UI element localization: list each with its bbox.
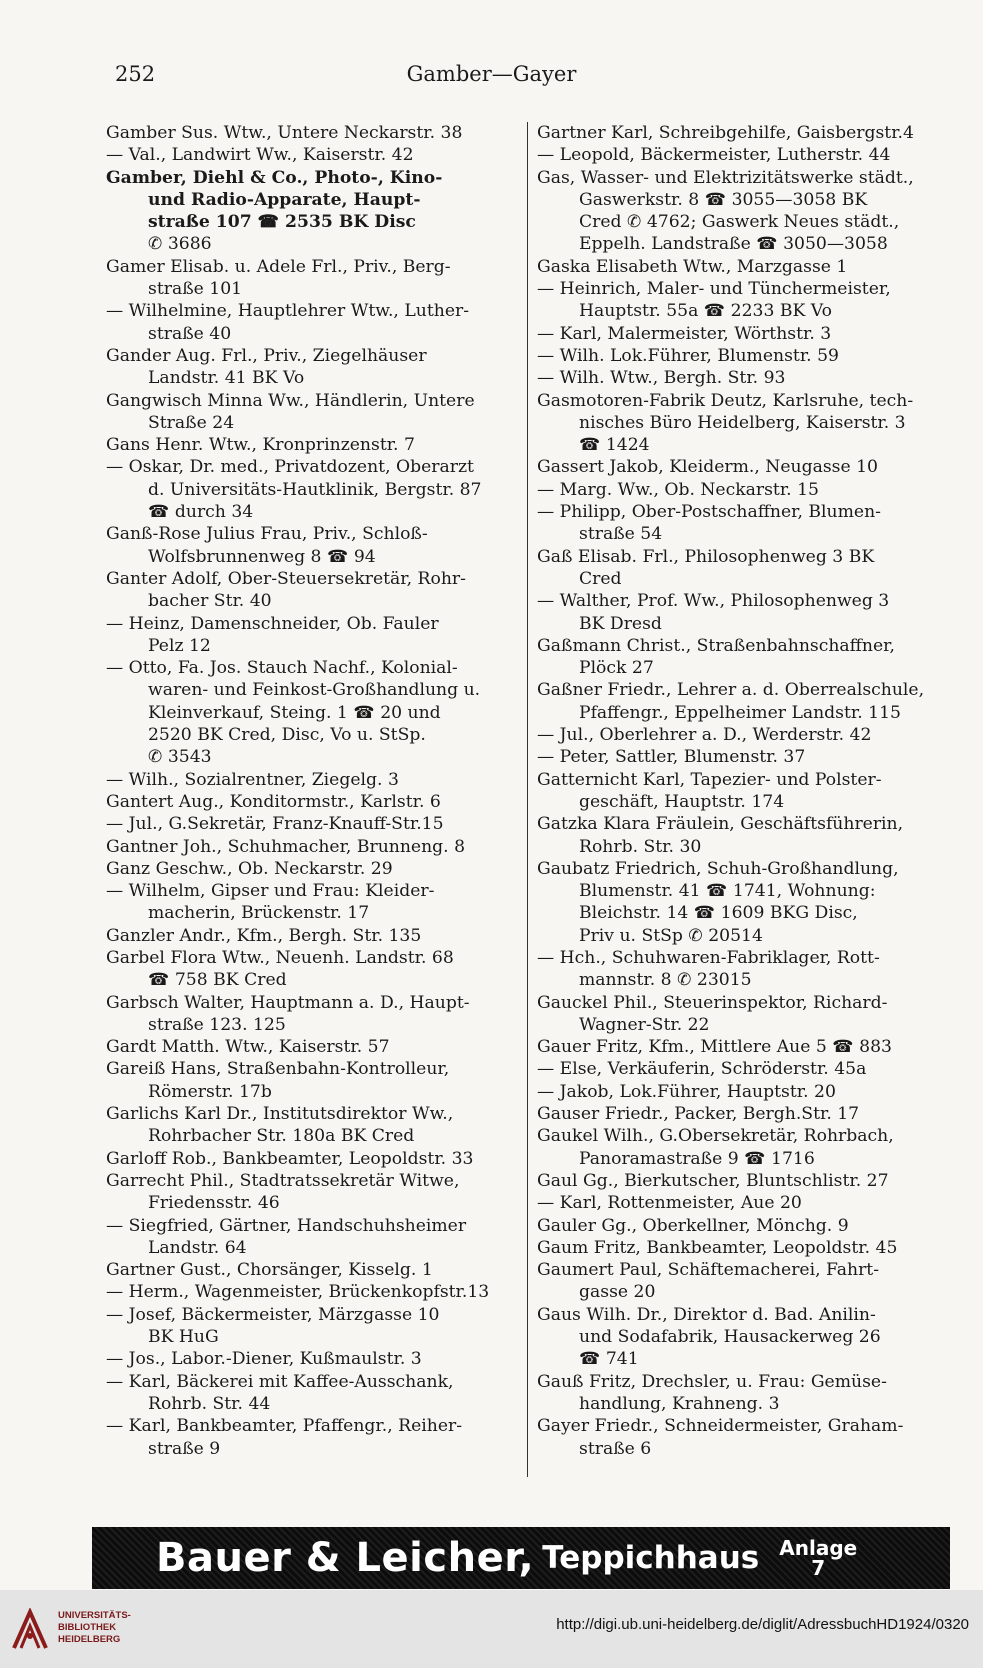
directory-entry-line: 2520 BK Cred, Disc, Vo u. StSp.	[148, 725, 426, 746]
directory-entry-line: geschäft, Hauptstr. 174	[579, 791, 785, 812]
directory-entry-line: Rohrb. Str. 44	[148, 1393, 271, 1414]
directory-entry-line: Gantner Joh., Schuhmacher, Brunneng. 8	[106, 836, 466, 857]
directory-entry-line: ☎ 741	[579, 1349, 639, 1370]
directory-entry-line: Pelz 12	[148, 635, 211, 656]
directory-entry-line: Garbsch Walter, Hauptmann a. D., Haupt-	[106, 992, 470, 1013]
directory-entry-line: — Jul., G.Sekretär, Franz-Knauff-Str.15	[106, 814, 444, 835]
directory-entry-line: — Wilh. Wtw., Bergh. Str. 93	[537, 368, 786, 389]
directory-entry-line: — Jos., Labor.-Diener, Kußmaulstr. 3	[106, 1349, 422, 1370]
directory-entry-line: — Leopold, Bäckermeister, Lutherstr. 44	[537, 145, 891, 166]
directory-entry-line: straße 9	[148, 1438, 221, 1459]
directory-entry-line: Blumenstr. 41 ☎ 1741, Wohnung:	[579, 881, 876, 902]
directory-entry-line: Gaubatz Friedrich, Schuh-Großhandlung,	[537, 858, 899, 879]
directory-entry-line: Garrecht Phil., Stadtratssekretär Witwe,	[106, 1170, 460, 1191]
directory-entry-line: Gauckel Phil., Steuerinspektor, Richard-	[537, 992, 888, 1013]
directory-entry-line: Gaßner Friedr., Lehrer a. d. Oberrealschule,	[537, 680, 925, 701]
directory-entry-line: — Val., Landwirt Ww., Kaiserstr. 42	[106, 145, 414, 166]
directory-entry-line: — Wilhelmine, Hauptlehrer Wtw., Luther-	[106, 301, 470, 322]
directory-entry-line: Gantert Aug., Konditormstr., Karlstr. 6	[106, 791, 441, 812]
directory-entry-line: Gamber, Diehl & Co., Photo-, Kino-	[106, 167, 443, 188]
directory-entry-line: gasse 20	[579, 1282, 656, 1303]
directory-entry-line: Ganß-Rose Julius Frau, Priv., Schloß-	[106, 524, 428, 545]
directory-entry-line: — Karl, Malermeister, Wörthstr. 3	[537, 323, 832, 344]
directory-entry-line: BK Dresd	[579, 613, 662, 634]
directory-entry-line: Eppelh. Landstraße ☎ 3050—3058	[579, 234, 888, 255]
running-head: Gamber—Gayer	[406, 62, 577, 86]
directory-entry-line: macherin, Brückenstr. 17	[148, 903, 370, 924]
directory-entry-line: Gaumert Paul, Schäftemacherei, Fahrt-	[537, 1260, 880, 1281]
directory-entry-line: Friedensstr. 46	[148, 1193, 280, 1214]
library-name-line1: UNIVERSITÄTS-	[58, 1610, 131, 1621]
directory-entry-line: ☎ durch 34	[148, 502, 254, 523]
directory-entry-line: Gauß Fritz, Drechsler, u. Frau: Gemüse-	[537, 1371, 887, 1392]
directory-entry-line: mannstr. 8 ✆ 23015	[579, 970, 752, 991]
directory-entry-line: ☎ 1424	[579, 435, 650, 456]
directory-entry-line: BK HuG	[148, 1327, 219, 1348]
directory-entry-line: ✆ 3686	[148, 234, 212, 255]
directory-entry-line: Priv u. StSp ✆ 20514	[579, 925, 763, 946]
directory-entry-line: Panoramastraße 9 ☎ 1716	[579, 1148, 815, 1169]
directory-entry-line: Gaum Fritz, Bankbeamter, Leopoldstr. 45	[537, 1237, 898, 1258]
ad-address-line1: Anlage	[779, 1536, 858, 1560]
directory-entry-line: — Herm., Wagenmeister, Brückenkopfstr.13	[106, 1282, 490, 1303]
ad-company-name: Bauer & Leicher,	[156, 1535, 535, 1581]
directory-entry-line: Gartner Gust., Chorsänger, Kisselg. 1	[106, 1260, 433, 1281]
directory-entry-line: — Jakob, Lok.Führer, Hauptstr. 20	[537, 1081, 836, 1102]
directory-entry-line: Gas, Wasser- und Elektrizitätswerke städt.,	[537, 167, 914, 188]
directory-entry-line: Wagner-Str. 22	[579, 1014, 710, 1035]
directory-entry-line: Gander Aug. Frl., Priv., Ziegelhäuser	[106, 345, 427, 366]
directory-entry-line: Hauptstr. 55a ☎ 2233 BK Vo	[579, 301, 832, 322]
directory-entry-line: ✆ 3543	[148, 747, 212, 768]
directory-entry-line: Plöck 27	[579, 658, 654, 679]
directory-entry-line: — Josef, Bäckermeister, Märzgasse 10	[106, 1304, 440, 1325]
directory-entry-line: Gaul Gg., Bierkutscher, Bluntschlistr. 27	[537, 1170, 889, 1191]
directory-entry-line: Gatternicht Karl, Tapezier- und Polster-	[537, 769, 882, 790]
ad-address-line2: 7	[811, 1556, 826, 1580]
directory-entry-line: Pfaffengr., Eppelheimer Landstr. 115	[579, 702, 901, 723]
page-header	[0, 62, 983, 92]
left-column	[106, 122, 519, 1482]
directory-entry-line: — Jul., Oberlehrer a. D., Werderstr. 42	[537, 725, 872, 746]
library-name-line2: BIBLIOTHEK	[58, 1622, 117, 1633]
directory-entry-line: Cred	[579, 568, 622, 589]
directory-entry-line: — Siegfried, Gärtner, Handschuhsheimer	[106, 1215, 467, 1236]
directory-entry-line: — Philipp, Ober-Postschaffner, Blumen-	[537, 502, 881, 523]
directory-entry-line: Gauer Fritz, Kfm., Mittlere Aue 5 ☎ 883	[537, 1037, 892, 1058]
directory-entry-line: Gamber Sus. Wtw., Untere Neckarstr. 38	[106, 123, 463, 143]
directory-entry-line: Gaus Wilh. Dr., Direktor d. Bad. Anilin-	[537, 1304, 876, 1325]
directory-entry-line: Bleichstr. 14 ☎ 1609 BKG Disc,	[579, 903, 858, 924]
directory-entry-line: straße 54	[579, 524, 663, 545]
directory-entry-line: — Wilhelm, Gipser und Frau: Kleider-	[106, 881, 435, 902]
library-name-line3: HEIDELBERG	[58, 1634, 121, 1645]
directory-entry-line: Gauser Friedr., Packer, Bergh.Str. 17	[537, 1104, 860, 1125]
directory-entry-line: Kleinverkauf, Steing. 1 ☎ 20 und	[148, 702, 441, 723]
directory-entry-line: Rohrb. Str. 30	[579, 836, 702, 857]
directory-entry-line: — Heinrich, Maler- und Tünchermeister,	[537, 279, 891, 300]
directory-entry-line: Gayer Friedr., Schneidermeister, Graham-	[537, 1416, 904, 1437]
directory-entry-line: Garlichs Karl Dr., Institutsdirektor Ww.,	[106, 1104, 454, 1125]
source-url-link[interactable]: http://digi.ub.uni-heidelberg.de/diglit/AdressbuchHD1924/0320	[556, 1616, 969, 1633]
directory-entry-line: waren- und Feinkost-Großhandlung u.	[148, 680, 481, 701]
directory-entry-line: Straße 24	[148, 412, 235, 433]
directory-entry-line: handlung, Krahneng. 3	[579, 1393, 780, 1414]
directory-entry-line: — Oskar, Dr. med., Privatdozent, Oberarzt	[106, 457, 474, 478]
directory-entry-line: Garbel Flora Wtw., Neuenh. Landstr. 68	[106, 947, 454, 968]
directory-entry-line: — Karl, Bäckerei mit Kaffee-Ausschank,	[106, 1371, 454, 1392]
directory-entry-line: Gangwisch Minna Ww., Händlerin, Untere	[106, 390, 475, 411]
directory-entry-line: bacher Str. 40	[148, 591, 272, 612]
directory-entry-line: und Sodafabrik, Hausackerweg 26	[579, 1327, 881, 1348]
directory-entry-line: Gassert Jakob, Kleiderm., Neugasse 10	[537, 457, 878, 478]
page-number: 252	[115, 62, 156, 86]
directory-entry-line: Gaß Elisab. Frl., Philosophenweg 3 BK	[537, 546, 875, 567]
library-name	[58, 1610, 131, 1646]
directory-entry-line: straße 101	[148, 279, 243, 300]
directory-entry-line: ☎ 758 BK Cred	[148, 970, 287, 991]
viewer-footer	[0, 1590, 983, 1668]
directory-entry-line: straße 40	[148, 323, 232, 344]
directory-entry-line: Rohrbacher Str. 180a BK Cred	[148, 1126, 415, 1147]
directory-entry-line: — Walther, Prof. Ww., Philosophenweg 3	[537, 591, 890, 612]
directory-entry-line: Gaswerkstr. 8 ☎ 3055—3058 BK	[579, 189, 868, 210]
directory-entry-line: — Karl, Rottenmeister, Aue 20	[537, 1193, 802, 1214]
directory-entry-line: — Otto, Fa. Jos. Stauch Nachf., Kolonial-	[106, 658, 458, 679]
directory-entry-line: — Peter, Sattler, Blumenstr. 37	[537, 747, 806, 768]
directory-entry-line: Gasmotoren-Fabrik Deutz, Karlsruhe, tech-	[537, 390, 914, 411]
directory-entry-line: d. Universitäts-Hautklinik, Bergstr. 87	[148, 479, 482, 500]
advertisement-banner	[92, 1527, 950, 1589]
directory-entry-line: — Hch., Schuhwaren-Fabriklager, Rott-	[537, 947, 880, 968]
directory-entry-line: straße 107 ☎ 2535 BK Disc	[148, 212, 416, 233]
directory-entry-line: — Heinz, Damenschneider, Ob. Fauler	[106, 613, 439, 634]
directory-entry-line: Römerstr. 17b	[148, 1081, 272, 1102]
directory-entry-line: nisches Büro Heidelberg, Kaiserstr. 3	[579, 412, 906, 433]
directory-entry-line: straße 123. 125	[148, 1014, 286, 1035]
directory-entry-line: — Wilh., Sozialrentner, Ziegelg. 3	[106, 769, 399, 790]
directory-entry-line: Landstr. 64	[148, 1237, 247, 1258]
directory-entry-line: Ganz Geschw., Ob. Neckarstr. 29	[106, 858, 393, 879]
directory-entry-line: Gartner Karl, Schreibgehilfe, Gaisbergstr.4	[537, 123, 914, 143]
university-library-logo-icon	[8, 1608, 52, 1654]
directory-entry-line: Gatzka Klara Fräulein, Geschäftsführerin,	[537, 814, 904, 835]
right-column	[537, 122, 948, 1482]
directory-entry-line: Wolfsbrunnenweg 8 ☎ 94	[148, 546, 376, 567]
ad-address	[779, 1538, 857, 1578]
ad-business-type: Teppichhaus	[542, 1540, 760, 1576]
directory-entry-line: — Wilh. Lok.Führer, Blumenstr. 59	[537, 345, 839, 366]
directory-entry-line: Gareiß Hans, Straßenbahn-Kontrolleur,	[106, 1059, 450, 1080]
directory-entry-line: Gaßmann Christ., Straßenbahnschaffner,	[537, 635, 895, 656]
directory-entry-line: Gans Henr. Wtw., Kronprinzenstr. 7	[106, 435, 415, 456]
directory-entry-line: Gaukel Wilh., G.Obersekretär, Rohrbach,	[537, 1126, 894, 1147]
directory-entry-line: Gauler Gg., Oberkellner, Mönchg. 9	[537, 1215, 849, 1236]
directory-entry-line: straße 6	[579, 1438, 652, 1459]
directory-entry-line: Gamer Elisab. u. Adele Frl., Priv., Berg-	[106, 256, 451, 277]
directory-entry-line: Ganter Adolf, Ober-Steuersekretär, Rohr-	[106, 568, 466, 589]
directory-entry-line: Garloff Rob., Bankbeamter, Leopoldstr. 33	[106, 1148, 474, 1169]
directory-entry-line: Gardt Matth. Wtw., Kaiserstr. 57	[106, 1037, 390, 1058]
directory-entry-line: Cred ✆ 4762; Gaswerk Neues städt.,	[579, 212, 900, 233]
directory-entry-line: — Marg. Ww., Ob. Neckarstr. 15	[537, 479, 819, 500]
column-divider	[527, 122, 528, 1477]
directory-entry-line: Landstr. 41 BK Vo	[148, 368, 305, 389]
directory-entry-line: Ganzler Andr., Kfm., Bergh. Str. 135	[106, 925, 422, 946]
directory-entry-line: Gaska Elisabeth Wtw., Marzgasse 1	[537, 256, 848, 277]
directory-entry-line: und Radio-Apparate, Haupt-	[148, 189, 421, 210]
directory-entry-line: — Karl, Bankbeamter, Pfaffengr., Reiher-	[106, 1416, 463, 1437]
directory-entry-line: — Else, Verkäuferin, Schröderstr. 45a	[537, 1059, 867, 1080]
